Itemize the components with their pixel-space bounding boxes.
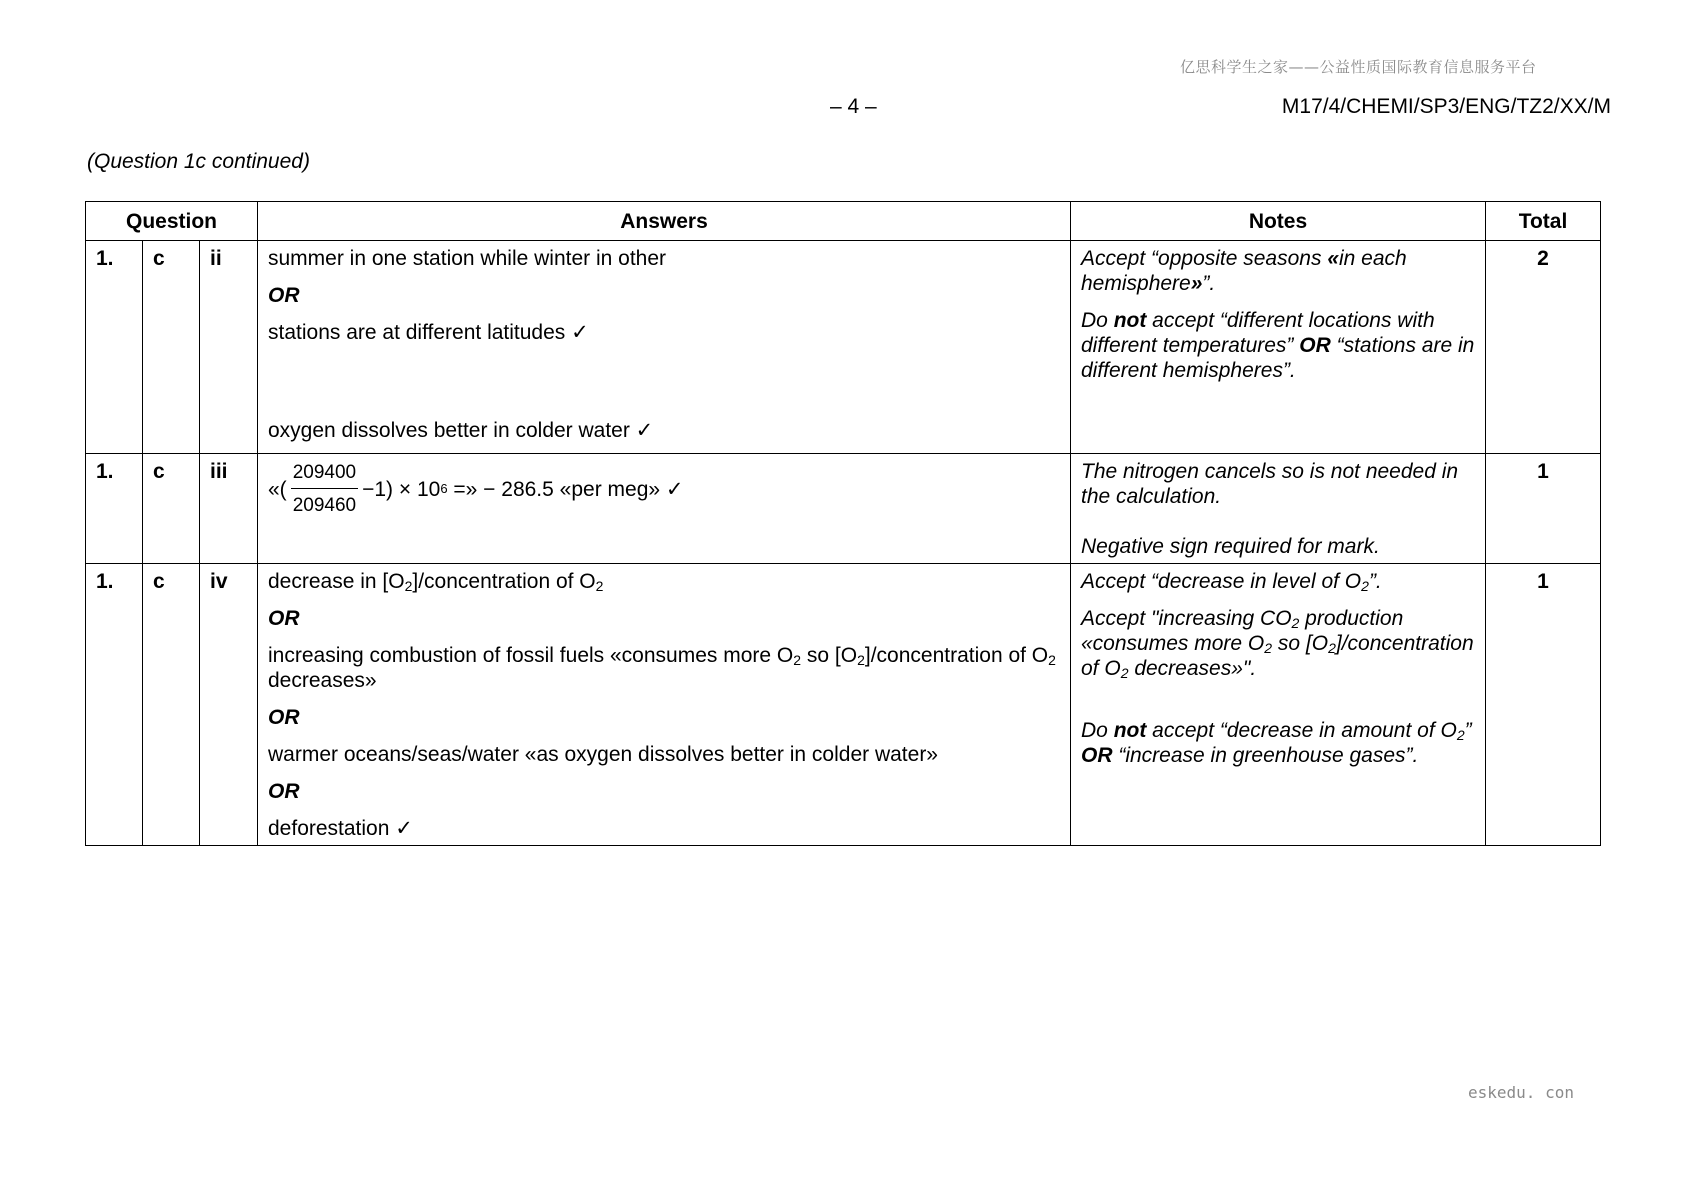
answer-text: stations are at different latitudes ✓ <box>268 321 589 344</box>
note-text: Do not accept “decrease in amount of $O_2$” OR “increase in greenhouse gases”. <box>1081 719 1472 767</box>
answer-text: summer in one station while winter in other <box>268 247 667 270</box>
question-subpart: ii <box>200 241 258 454</box>
answer-text: oxygen dissolves better in colder water ✓ <box>268 419 654 442</box>
answer-text: increasing combustion of fossil fuels «consumes more $O_2$ so $[O_2]$/concentration of $O_2$ decreases» <box>268 644 1056 692</box>
answer-text: decrease in $[O_2]$/concentration of $O_2$ <box>268 570 604 594</box>
question-number: 1. <box>86 454 143 564</box>
notes-cell <box>1071 564 1486 846</box>
header-question: Question <box>86 202 258 241</box>
header-total: Total <box>1486 202 1601 241</box>
answer-text: warmer oceans/seas/water «as oxygen dissolves better in colder water» <box>268 743 938 766</box>
question-number: 1. <box>86 241 143 454</box>
fraction <box>291 462 358 517</box>
fraction-numerator: 209400 <box>291 462 358 489</box>
note-text: Accept “decrease in level of $O_2$”. <box>1081 570 1382 594</box>
note-text: The nitrogen cancels so is not needed in the calculation. <box>1081 460 1459 508</box>
question-part: c <box>143 241 200 454</box>
question-part: c <box>143 454 200 564</box>
table-row <box>86 454 1601 564</box>
total-marks: 1 <box>1486 454 1601 564</box>
table-row <box>86 241 1601 454</box>
header-notes: Notes <box>1071 202 1486 241</box>
answers-cell <box>258 241 1071 454</box>
calculation-formula: «( $\frac{209400}{209460}$ −1) × 10 6 =» − 286.5 «per meg» ✓ <box>268 461 684 516</box>
or-label: OR <box>268 780 300 803</box>
answer-text: deforestation ✓ <box>268 817 413 840</box>
question-subpart: iii <box>200 454 258 564</box>
note-text: Accept "increasing $CO_2$ production «consumes more $O_2$ so $[O_2]$/concentration of $O_2$ decreases»". <box>1081 607 1474 681</box>
question-number: 1. <box>86 564 143 846</box>
note-text: Negative sign required for mark. <box>1081 535 1380 558</box>
header-answers: Answers <box>258 202 1071 241</box>
notes-cell <box>1071 241 1486 454</box>
or-label: OR <box>268 284 300 307</box>
answers-cell <box>258 564 1071 846</box>
table-header-row <box>86 202 1601 241</box>
bottom-watermark: eskedu. con <box>1468 1083 1574 1102</box>
or-label: OR <box>268 607 300 630</box>
markscheme-table <box>85 201 1601 846</box>
total-marks: 1 <box>1486 564 1601 846</box>
table-row <box>86 564 1601 846</box>
notes-cell <box>1071 454 1486 564</box>
note-text: Accept “opposite seasons «in each hemisphere»”. <box>1081 247 1407 295</box>
answers-cell <box>258 454 1071 564</box>
top-watermark: 亿思科学生之家——公益性质国际教育信息服务平台 <box>1180 58 1537 76</box>
fraction-denominator: 209460 <box>292 494 357 516</box>
question-part: c <box>143 564 200 846</box>
question-subpart: iv <box>200 564 258 846</box>
note-text: Do not accept “different locations with different temperatures” OR “stations are in different hemispheres”. <box>1081 309 1475 382</box>
page-number: – 4 – <box>830 95 877 118</box>
continued-label: (Question 1c continued) <box>87 150 310 173</box>
document-code: M17/4/CHEMI/SP3/ENG/TZ2/XX/M <box>1281 95 1611 118</box>
total-marks: 2 <box>1486 241 1601 454</box>
or-label: OR <box>268 706 300 729</box>
